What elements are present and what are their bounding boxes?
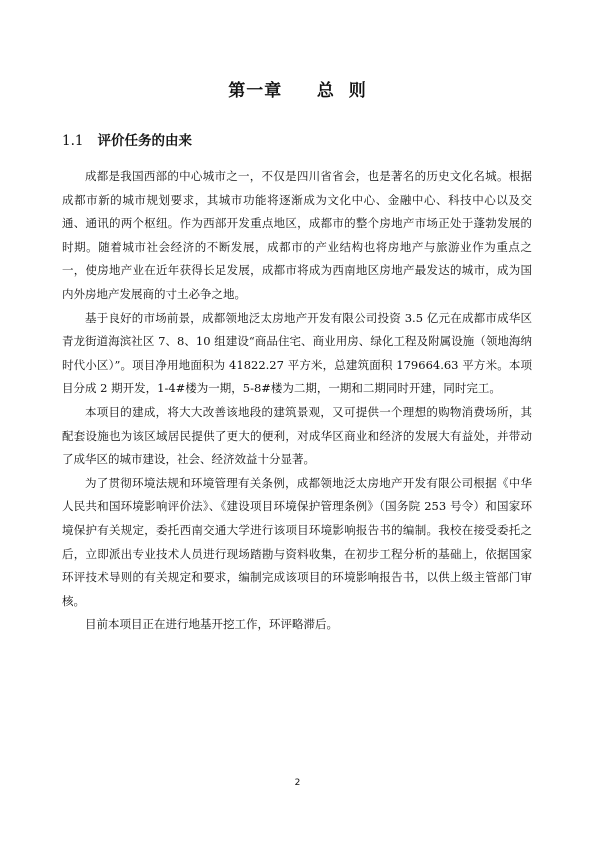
paragraph: 基于良好的市场前景，成都领地泛太房地产开发有限公司投资 3.5 亿元在成都市成华区青龙街道海滨社区 7、8、10 组建设“商品住宅、商业用房、绿化工程及附属设施（领地海纳时代小区）”。项目净用地面积为 41822.27 平方米，总建筑面积 179664.63 平方米。本项目分成 2 期开发，1-4#楼为一期，5-8#楼为二期，一期和二期同时开建，同时完工。 <box>62 310 532 396</box>
page-number: 2 <box>294 778 301 788</box>
paragraph: 本项目的建成，将大大改善该地段的建筑景观，又可提供一个理想的购物消费场所，其配套设施也为该区域居民提供了更大的便利，对成华区商业和经济的发展大有益处，并带动了成华区的城市建设，社会、经济效益十分显著。 <box>62 404 532 467</box>
section-heading <box>62 129 192 149</box>
paragraph: 成都是我国西部的中心城市之一，不仅是四川省省会，也是著名的历史文化名城。根据成都市新的城市规划要求，其城市功能将逐渐成为文化中心、金融中心、科技中心以及交通、通讯的两个枢纽。作为西部开发重点地区，成都市的整个房地产市场正处于蓬勃发展的时期。随着城市社会经济的不断发展，成都市的产业结构也将房地产与旅游业作为重点之一，使房地产业在近年获得长足发展，成都市将成为西南地区房地产最发达的城市，成为国内外房地产发展商的寸土必争之地。 <box>62 169 532 301</box>
chapter-title: 第一章 总 则 <box>228 81 367 101</box>
section-number: 1.1 <box>62 133 84 149</box>
paragraph: 目前本项目正在进行地基开挖工作，环评略滞后。 <box>85 617 338 632</box>
paragraph: 为了贯彻环境法规和环境管理有关条例，成都领地泛太房地产开发有限公司根据《中华人民共和国环境影响评价法》、《建设项目环境保护管理条例》（国务院 253 号令）和国家环境保护有关规定，委托西南交通大学进行该项目环境影响报告书的编制。我校在接受委托之后，立即派出专业技术人员进行现场踏勘与资料收集，在初步工程分析的基础上，依据国家环评技术导则的有关规定和要求，编制完成该项目的环境影响报告书，以供上级主管部门审核。 <box>62 475 532 608</box>
body-text <box>62 165 532 637</box>
section-title: 评价任务的由来 <box>97 133 192 149</box>
